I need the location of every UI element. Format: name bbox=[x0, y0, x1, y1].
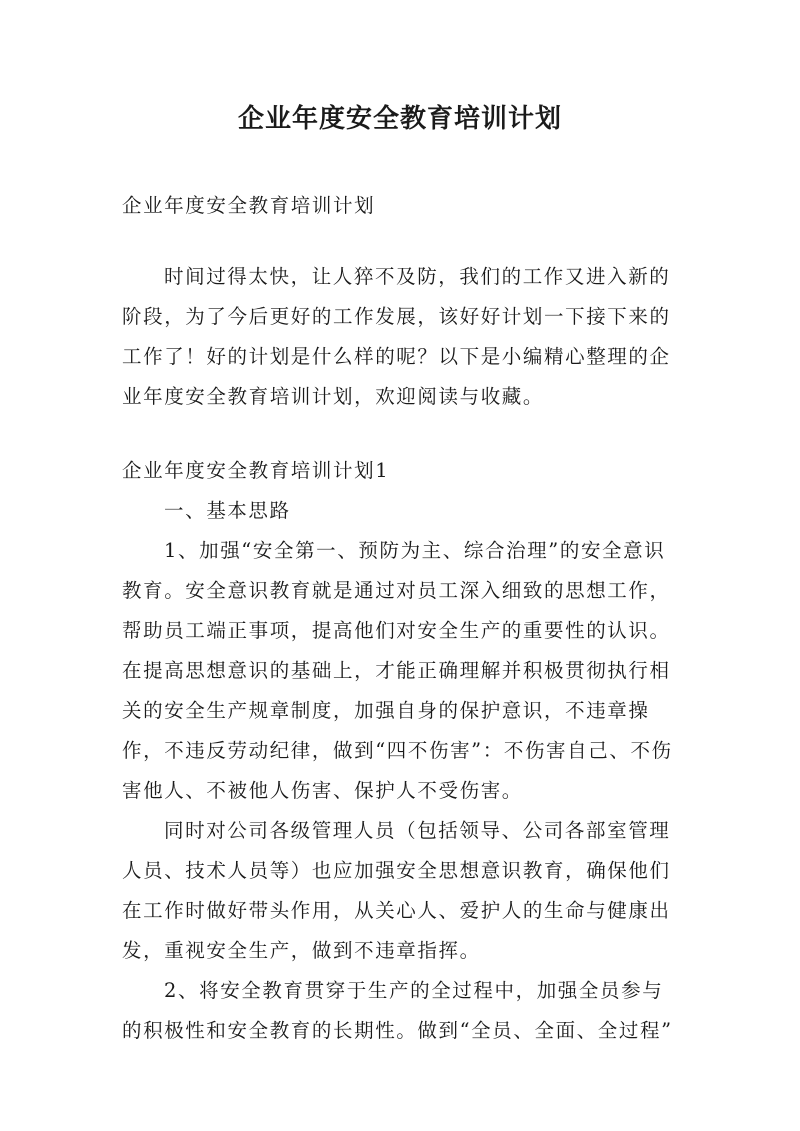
heading-basic-ideas: 一、基本思路 bbox=[164, 499, 291, 522]
section-title: 企业年度安全教育培训计划1 bbox=[122, 459, 390, 482]
paragraph-2: 同时对公司各级管理人员（包括领导、公司各部室管理人员、技术人员等）也应加强安全思想意识教育，确保他们在工作时做好带头作用，从关心人、爱护人的生命与健康出发，重视安全生产，做到不违章指挥。 bbox=[122, 819, 671, 962]
paragraph-3: 2、将安全教育贯穿于生产的全过程中，加强全员参与的积极性和安全教育的长期性。做到“全员、全面、全过程” bbox=[122, 979, 673, 1042]
section-content bbox=[122, 491, 682, 1051]
intro-paragraph: 时间过得太快，让人猝不及防，我们的工作又进入新的阶段，为了今后更好的工作发展，该好好计划一下接下来的工作了！好的计划是什么样的呢？以下是小编精心整理的企业年度安全教育培训计划，欢迎阅读与收藏。 bbox=[122, 265, 671, 408]
document-subtitle: 企业年度安全教育培训计划 bbox=[122, 194, 376, 217]
paragraph-1: 1、加强“安全第一、预防为主、综合治理”的安全意识教育。安全意识教育就是通过对员工深入细致的思想工作，帮助员工端正事项，提高他们对安全生产的重要性的认识。在提高思想意识的基础上，才能正确理解并积极贯彻执行相关的安全生产规章制度，加强自身的保护意识，不违章操作，不违反劳动纪律，做到“四不伤害”：不伤害自己、不伤害他人、不被他人伤害、保护人不受伤害。 bbox=[122, 539, 673, 802]
document-title: 企业年度安全教育培训计划 bbox=[237, 104, 562, 134]
